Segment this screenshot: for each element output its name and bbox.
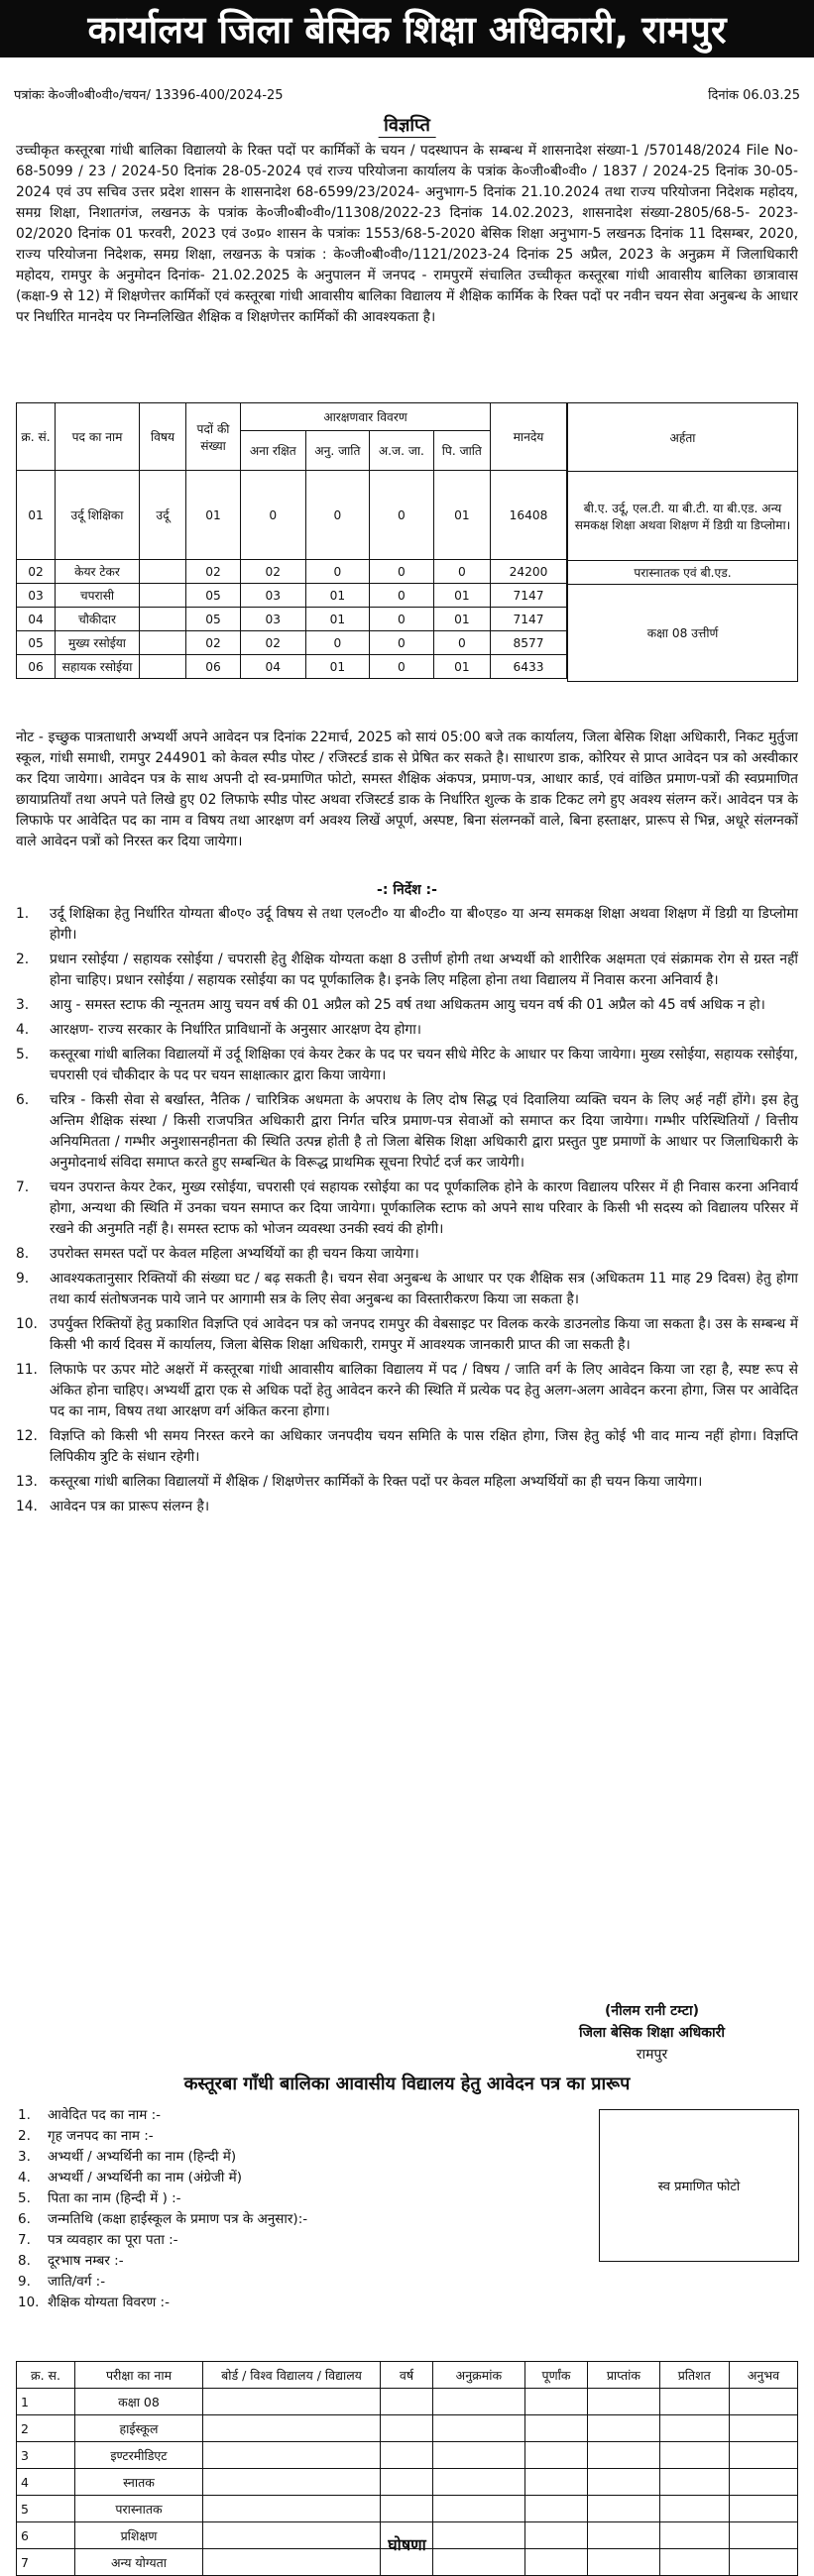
cell-subject: उर्दू [140,471,186,560]
form-fields [18,2105,307,2313]
list-item: 3. आयु - समस्त स्टाफ की न्यूनतम आयु चयन वर्ष की 01 अप्रैल को 25 वर्ष तथा अधिकतम आयु चयन वर्ष की 01 अप्रैल को 45 वर्ष अधिक न हो। [16,997,765,1013]
cell-ur: 03 [241,584,306,608]
signature-block [579,2000,725,2066]
officer-designation: जिला बेसिक शिक्षा अधिकारी [578,2025,725,2041]
col-sno: क्र. स. [17,2362,75,2389]
form-field: 8. दूरभाष नम्बर :- [18,2253,124,2269]
list-item: 6. चरित्र - किसी सेवा से बर्खास्त, नैतिक / चारित्रिक अधमता के अपराध के लिए दोष सिद्ध एवं दिवालिया व्यक्ति चयन के लिए अर्ह नहीं होंगे। इस हेतु अन्तिम शैक्षिक संस्था / किसी राजपत्रित अधिकारी द्वारा निर्गत चरित्र प्रमाण-पत्र सेवाओं को समाप्त कर दिया जायेगा। गम्भीर परिस्थितियों / वित्तीय अनियमितता / गम्भीर अनुशासनहीनता की स्थिति उत्पन्न होती है तो जिला बेसिक शिक्षा अधिकारी द्वारा प्रस्तुत पुष्ट प्रमाणों के आधार पर जिलाधिकारी के अनुमोदनार्थ संविदा समाप्त करते हुए सम्बन्धित के विरूद्ध प्राथमिक सूचना रिपोर्ट दर्ज कर जायेगी। [16,1092,798,1171]
form-field: 9. जाति/वर्ग :- [18,2274,106,2290]
table-row [17,584,567,608]
cell-sno: 06 [17,655,56,679]
list-item: 9. आवश्यकतानुसार रिक्तियों की संख्या घट / बढ़ सकती है। चयन सेवा अनुबन्ध के आधार पर एक शैक्षिक सत्र (अधिकतम 11 माह 29 दिवस) हेतु होगा तथा कार्य संतोषजनक पाये जाने पर आगामी सत्र के लिए सेवा अनुबन्ध का विस्तारीकरण किया जा सकता है। [16,1271,798,1307]
instructions-title: -: निर्देश :- [377,882,437,898]
table-row: 3 इण्टरमीडिएट [17,2442,798,2469]
vacancy-table [16,402,567,679]
letter-number: पत्रांकः के०जी०बी०वी०/चयन/ 13396-400/2024-25 [14,88,284,103]
cell-sc: 0 [305,560,370,584]
table-header-row [17,2362,798,2389]
cell-count: 02 [186,560,241,584]
cell-pay: 6433 [491,655,567,679]
form-field: 6. जन्मतिथि (कक्षा हाईस्कूल के प्रमाण पत्र के अनुसार):- [18,2211,308,2227]
form-field: 10. शैक्षिक योग्यता विवरण :- [18,2295,170,2310]
form-field: 1. आवेदित पद का नाम :- [18,2107,162,2123]
cell-post: चपरासी [56,584,140,608]
cell-obc: 0 [433,631,490,655]
cell-pay: 7147 [491,608,567,631]
cell-ur: 0 [241,471,306,560]
col-eligibility: अर्हता [568,403,798,472]
list-item: 1. उर्दू शिक्षिका हेतु निर्धारित योग्यता बी०ए० उर्दू विषय से तथा एल०टी० या बी०टी० या बी०एड० या अन्य समकक्ष शिक्षा अथवा शिक्षण में डिग्री या डिप्लोमा होगी। [16,906,798,943]
list-item: 2. प्रधान रसोईया / सहायक रसोईया / चपरासी हेतु शैक्षिक योग्यता कक्षा 8 उत्तीर्ण होगी तथा अभ्यर्थी को शारीरिक अक्षमता एवं संक्रामक रोग से ग्रस्त नहीं होना चाहिए। प्रधान रसोईया / सहायक रसोईया का पद पूर्णकालिक है। इनके लिए महिला होना तथा विद्यालय में निवास करना अनिवार्य है। [16,952,798,988]
cell-sc: 0 [305,471,370,560]
office-header [0,0,814,57]
cell-sno: 04 [17,608,56,631]
form-field: 3. अभ्यर्थी / अभ्यर्थिनी का नाम (हिन्दी में) [18,2149,237,2165]
intro-paragraph: उच्चीकृत कस्तूरबा गांधी बालिका विद्यालयो के रिक्त पदों पर कार्मिकों के चयन / पदस्थापन के सम्बन्ध में शासनादेश संख्या-1 /570148/2024 File No-68-5099 / 23 / 2024-50 दिनांक 28-05-2024 एवं राज्य परियोजना कार्यालय के पत्रांक के०जी०बी०वी० / 1837 / 2024-25 दिनांक 30-05-2024 एवं उप सचिव उत्तर प्रदेश शासन के शासनादेश 68-6599/23/2024- अनुभाग-5 दिनांक 21.10.2024 तथा राज्य परियोजना निदेशक महोदय, समग्र शिक्षा, निशातगंज, लखनऊ के पत्रांक के०जी०बी०वी०/11308/2022-23 दिनांक 14.02.2023, शासनादेश संख्या-2805/68-5- 2023-02/2020 दिनांक 01 फरवरी, 2023 एवं उ०प्र० शासन के पत्रांकः 1553/68-5-2020 बेसिक शिक्षा अनुभाग-5 लखनऊ दिनांक 11 दिसम्बर, 2020, राज्य परियोजना निदेशक, समग्र शिक्षा, लखनऊ के पत्रांक : के०जी०बी०वी०/1121/2023-24 दिनांक 25 अप्रैल, 2023 के अनुक्रम में जिलाधिकारी महोदय, रामपुर के अनुमोदन दिनांक- 21.02.2025 के अनुपालन में जनपद - रामपुरमें संचालित उच्चीकृत कस्तूरबा गांधी आवासीय बालिका छात्रावास (कक्षा-9 से 12) में शिक्षणेत्तर कार्मिकों एवं कस्तूरबा गांधी आवासीय बालिका विद्यालय में शैक्षिक कार्मिक के रिक्त पदों पर नवीन चयन सेवा अनुबन्ध के आधार पर निर्धारित मानदेय पर निम्नलिखित शैक्षिक व शिक्षणेत्तर कार्मिकों की आवश्यकता है। [16,143,798,325]
cell-subject [140,608,186,631]
col-post: पद का नाम [56,403,140,471]
form-field: 5. पिता का नाम (हिन्दी में ) :- [18,2190,181,2206]
table-row [17,655,567,679]
eligibility-table [567,402,798,682]
cell-obc: 01 [433,471,490,560]
cell-ur: 02 [241,560,306,584]
table-row [17,631,567,655]
cell-post: केयर टेकर [56,560,140,584]
form-field: 2. गृह जनपद का नाम :- [18,2128,154,2144]
cell-st: 0 [370,471,434,560]
cell-post: मुख्य रसोईया [56,631,140,655]
cell-count: 01 [186,471,241,560]
photo-box [599,2109,799,2262]
col-percent: प्रतिशत [659,2362,729,2389]
list-item: 8. उपरोक्त समस्त पदों पर केवल महिला अभ्यर्थियों का ही चयन किया जायेगा। [16,1246,419,1262]
list-item: 7. चयन उपरान्त केयर टेकर, मुख्य रसोईया, चपरासी एवं सहायक रसोईया का पद पूर्णकालिक होने के कारण विद्यालय परिसर में ही निवास करना अनिवार्य होगा, अन्यथा की स्थिति में उनका चयन समाप्त कर दिया जायेगा। पूर्णकालिक स्टाफ को अपने साथ परिवार के किसी भी सदस्य को विद्यालय परिसर में रखने की अनुमति नहीं है। समस्त स्टाफ को भोजन व्यवस्था उनकी स्वयं की होगी। [16,1179,798,1237]
col-honorarium: मानदेय [491,403,567,471]
application-form-title: कस्तूरबा गाँधी बालिका आवासीय विद्यालय हेतु आवेदन पत्र का प्रारूप [183,2073,631,2094]
cell-st: 0 [370,560,434,584]
col-sno: क्र. सं. [17,403,56,471]
col-rollno: अनुक्रमांक [433,2362,525,2389]
cell-ur: 03 [241,608,306,631]
cell-post: उर्दू शिक्षिका [56,471,140,560]
officer-name: (नीलम रानी टम्टा) [604,2003,699,2019]
table-row: 7 अन्य योग्यता [17,2549,798,2576]
cell-post: सहायक रसोईया [56,655,140,679]
col-experience: अनुभव [729,2362,797,2389]
office-title: कार्यालय जिला बेसिक शिक्षा अधिकारी, रामपुर [87,8,727,52]
col-reservation: आरक्षणवार विवरण [241,403,491,431]
list-item: 12. विज्ञप्ति को किसी भी समय निरस्त करने का अधिकार जनपदीय चयन समिति के पास रक्षित होगा, जिस हेतु कोई भी वाद मान्य नहीं होगा। विज्ञप्ति लिपिकीय त्रुटि के संधान रहेगी। [16,1428,798,1465]
cell-subject [140,560,186,584]
form-field: 4. अभ्यर्थी / अभ्यर्थिनी का नाम (अंग्रेजी में) [18,2170,243,2185]
officer-place: रामपुर [636,2047,668,2063]
eligibility-class8: कक्षा 08 उत्तीर्ण [568,585,798,682]
cell-subject [140,631,186,655]
cell-obc: 01 [433,608,490,631]
letter-date: दिनांक 06.03.25 [708,88,800,103]
list-item: 13. कस्तूरबा गांधी बालिका विद्यालयों में शैक्षिक / शिक्षणेत्तर कार्मिकों के रिक्त पदों पर केवल महिला अभ्यर्थियों का ही चयन किया जायेगा। [16,1474,703,1490]
cell-subject [140,655,186,679]
cell-sc: 0 [305,631,370,655]
eligibility-urdu: बी.ए. उर्दू, एल.टी. या बी.टी. या बी.एड. अन्य समकक्ष शिक्षा अथवा शिक्षण में डिग्री या डिप्लोमा। [568,472,798,561]
cell-st: 0 [370,608,434,631]
list-item: 11. लिफाफे पर ऊपर मोटे अक्षरों में कस्तूरबा गांधी आवासीय बालिका विद्यालय में पद / विषय / जाति वर्ग के लिए आवेदन किया जा रहा है, स्पष्ट रूप से अंकित होना चाहिए। अभ्यर्थी द्वारा एक से अधिक पदों हेतु आवेदन करने की स्थिति में प्रत्येक पद हेतु अलग-अलग आवेदन करना होगा, जिस पर आवेदित पद का नाम, विषय तथा आरक्षण वर्ग अंकित करना होगा। [16,1362,798,1419]
cell-obc: 01 [433,584,490,608]
cell-st: 0 [370,655,434,679]
form-field: 7. पत्र व्यवहार का पूरा पता :- [18,2232,178,2248]
cell-sno: 01 [17,471,56,560]
col-count: पदों की संख्या [186,403,241,471]
table-row: 6 प्रशिक्षण [17,2522,798,2549]
declaration-title: घोषणा [388,2535,426,2554]
col-obtained: प्राप्तांक [588,2362,659,2389]
cell-sc: 01 [305,655,370,679]
table-row: 2 हाईस्कूल [17,2415,798,2442]
eligibility-column [567,402,798,682]
col-board: बोर्ड / विश्व विद्यालय / विद्यालय [203,2362,381,2389]
cell-sno: 05 [17,631,56,655]
col-subject: विषय [140,403,186,471]
cell-ur: 04 [241,655,306,679]
table-row [17,560,567,584]
cell-pay: 8577 [491,631,567,655]
photo-label: स्व प्रमाणित फोटो [657,2180,741,2194]
cell-st: 0 [370,584,434,608]
table-row [17,608,567,631]
list-item: 10. उपर्युक्त रिक्तियों हेतु प्रकाशित विज्ञप्ति एवं आवेदन पत्र को जनपद रामपुर की वेबसाइट पर विलक करके डाउनलोड किया जा सकता है। उस के सम्बन्ध में किसी भी कार्य दिवस में कार्यालय, जिला बेसिक शिक्षा अधिकारी, रामपुर में आवश्यक जानकारी प्राप्त की जा सकती है। [16,1316,798,1353]
list-item: 14. आवेदन पत्र का प्रारूप संलग्न है। [16,1499,210,1514]
cell-obc: 0 [433,560,490,584]
cell-subject [140,584,186,608]
reference-line [14,85,800,103]
cell-sc: 01 [305,608,370,631]
cell-pay: 7147 [491,584,567,608]
cell-count: 02 [186,631,241,655]
table-row: 5 परास्नातक [17,2496,798,2522]
col-year: वर्ष [381,2362,433,2389]
col-obc: पि. जाति [433,431,490,471]
table-row [17,471,567,560]
cell-pay: 24200 [491,560,567,584]
cell-count: 05 [186,584,241,608]
table-row: 1 कक्षा 08 [17,2389,798,2415]
cell-post: चौकीदार [56,608,140,631]
note-paragraph: नोट - इच्छुक पात्रताधारी अभ्यर्थी अपने आवेदन पत्र दिनांक 22मार्च, 2025 को सायं 05:00 बजे तक कार्यालय, जिला बेसिक शिक्षा अधिकारी, निकट मुर्तुजा स्कूल, गांधी समाधी, रामपुर 244901 को केवल स्पीड पोस्ट / रजिस्टर्ड डाक से प्रेषित कर सकते है। साधारण डाक, कोरियर से प्राप्त आवेदन पत्र को अस्वीकार कर दिया जायेगा। आवेदन पत्र के साथ अपनी दो स्व-प्रमाणित फोटो, समस्त शैक्षिक अंकपत्र, प्रमाण-पत्र, आधार कार्ड, एवं वांछित प्रमाण-पत्रों की स्वप्रमाणित छायाप्रतियाँ तथा अपने पते लिखे हुए 02 लिफाफे स्पीड पोस्ट अथवा रजिस्टर्ड डाक के निर्धारित शुल्क के डाक टिकट लगे हुए अवश्य संलग्न करें। आवेदन पत्र के लिफाफे पर आवेदित पद का नाम व विषय तथा आरक्षण वर्ग अवश्य लिखें अपूर्ण, अस्पष्ट, बिना संलग्नकों वाले, बिना हस्ताक्षर, प्रारूप से भिन्न, अधूरे संलग्नकों वाले आवेदन पत्रों को निरस्त कर दिया जायेगा। [16,729,798,849]
col-max-marks: पूर्णांक [524,2362,588,2389]
list-item: 5. कस्तूरबा गांधी बालिका विद्यालयों में उर्दू शिक्षिका एवं केयर टेकर के पद पर चयन सीधे मेरिट के आधार पर किया जायेगा। मुख्य रसोईया, सहायक रसोईया, चपरासी एवं चौकीदार के पद पर चयन साक्षात्कार द्वारा किया जायेगा। [16,1047,798,1083]
cell-sno: 03 [17,584,56,608]
eligibility-caretaker: परास्नातक एवं बी.एड. [568,561,798,585]
cell-ur: 02 [241,631,306,655]
cell-sc: 01 [305,584,370,608]
cell-sno: 02 [17,560,56,584]
instructions-list [16,904,798,1521]
cell-count: 06 [186,655,241,679]
col-exam: परीक्षा का नाम [75,2362,203,2389]
cell-pay: 16408 [491,471,567,560]
col-sc: अनु. जाति [305,431,370,471]
table-row: 4 स्नातक [17,2469,798,2496]
cell-obc: 01 [433,655,490,679]
col-unreserved: अना रक्षित [241,431,306,471]
cell-st: 0 [370,631,434,655]
list-item: 4. आरक्षण- राज्य सरकार के निर्धारित प्राविधानों के अनुसार आरक्षण देय होगा। [16,1022,422,1038]
notice-title: विज्ञप्ति [378,113,436,138]
col-st: अ.ज. जा. [370,431,434,471]
cell-count: 05 [186,608,241,631]
